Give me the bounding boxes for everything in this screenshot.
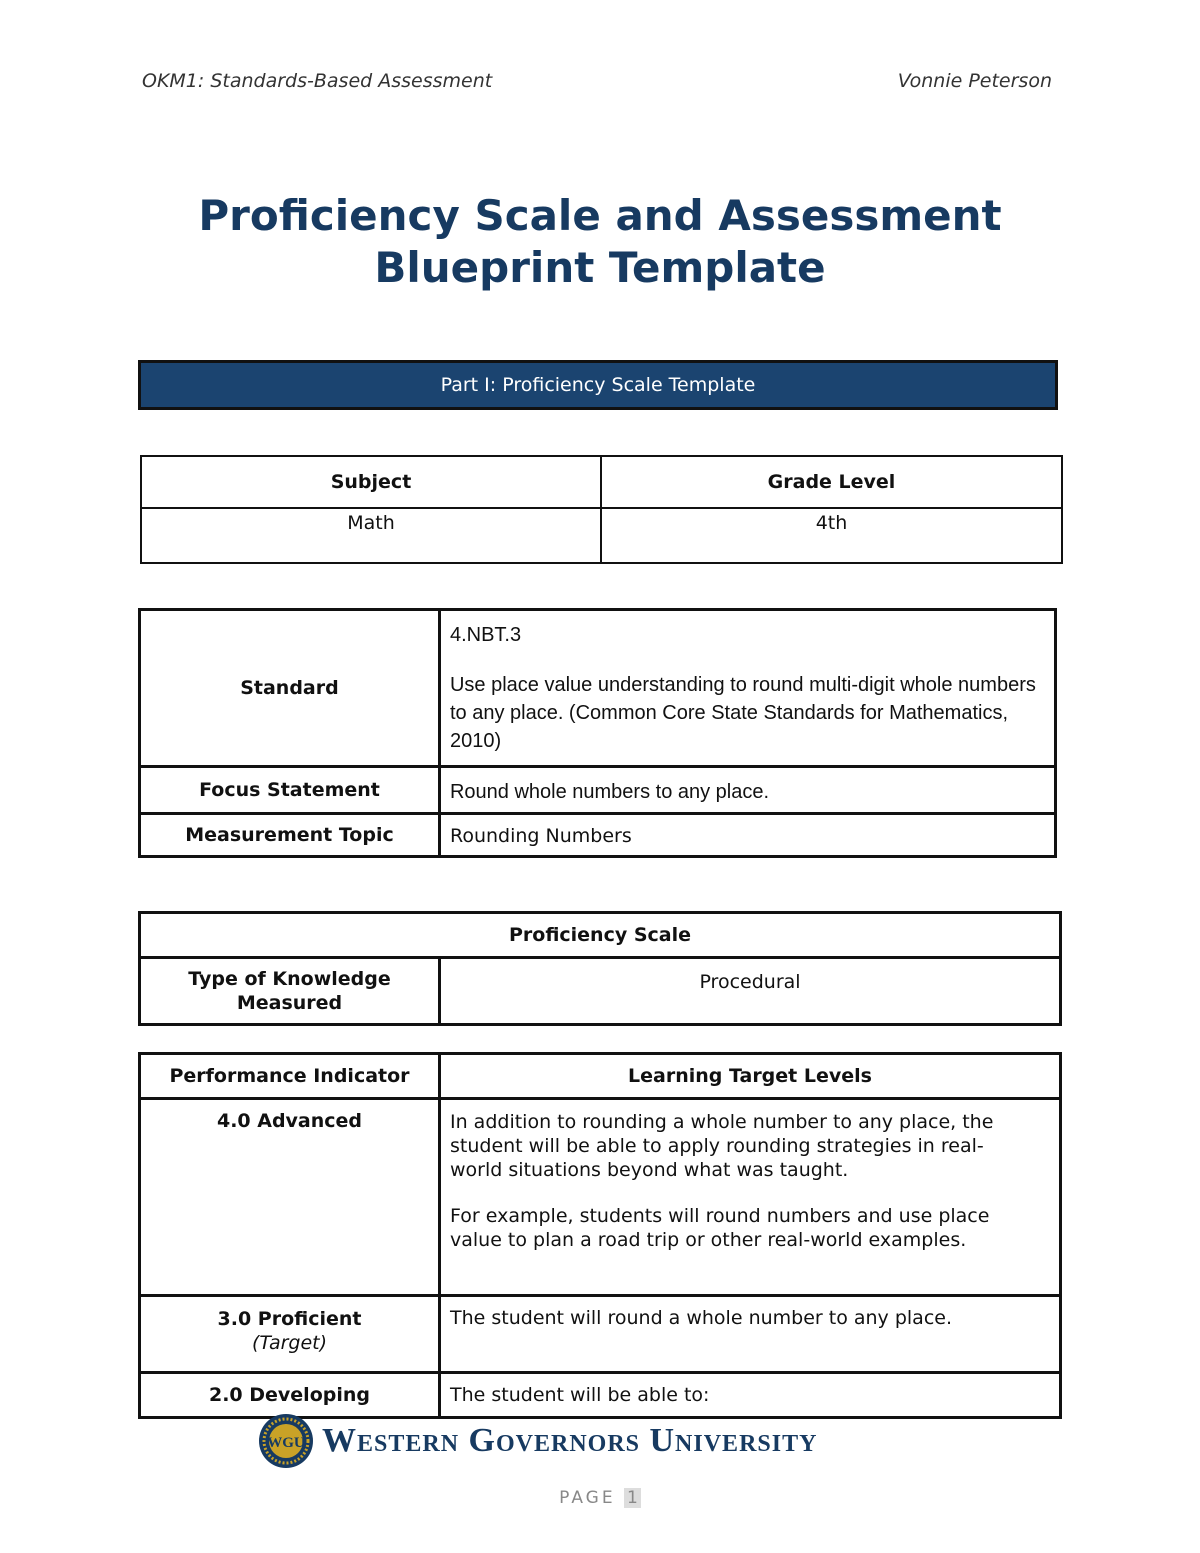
advanced-paragraph-2: For example, students will round numbers and use place value to plan a road trip or other real-world examples. bbox=[450, 1205, 990, 1251]
type-of-knowledge-value: Procedural bbox=[440, 958, 1061, 1025]
seal-lettering: WGU bbox=[267, 1435, 305, 1451]
advanced-label: 4.0 Advanced bbox=[140, 1099, 440, 1296]
title-line-1: Proficiency Scale and Assessment bbox=[198, 191, 1002, 240]
learning-target-levels-header: Learning Target Levels bbox=[440, 1054, 1061, 1099]
type-of-knowledge-label: Type of Knowledge Measured bbox=[140, 958, 440, 1025]
grade-level-header: Grade Level bbox=[601, 456, 1062, 508]
page-label: PAGE bbox=[559, 1488, 616, 1508]
measurement-topic-value: Rounding Numbers bbox=[439, 814, 1055, 857]
developing-label: 2.0 Developing bbox=[140, 1373, 440, 1418]
proficient-target-note: (Target) bbox=[251, 1332, 328, 1354]
standard-code: 4.NBT.3 bbox=[449, 624, 522, 646]
wgu-seal-icon bbox=[258, 1413, 314, 1469]
header-author: Vonnie Peterson bbox=[897, 70, 1052, 92]
page-title bbox=[0, 190, 1200, 294]
measurement-topic-label: Measurement Topic bbox=[140, 814, 440, 857]
part-1-banner: Part I: Proficiency Scale Template bbox=[138, 360, 1058, 410]
page-number-value: 1 bbox=[624, 1488, 641, 1508]
proficient-cell bbox=[140, 1296, 440, 1373]
header-course-title: OKM1: Standards-Based Assessment bbox=[142, 70, 493, 92]
standard-label: Standard bbox=[140, 610, 440, 767]
advanced-description bbox=[440, 1099, 1061, 1296]
developing-description: The student will be able to: bbox=[440, 1373, 1061, 1418]
title-line-2: Blueprint Template bbox=[374, 243, 826, 292]
advanced-paragraph-1: In addition to rounding a whole number to any place, the student will be able to apply rounding strategies in real-world situations beyond what was taught. bbox=[450, 1111, 994, 1181]
subject-value: Math bbox=[141, 508, 601, 563]
page-number bbox=[0, 1488, 1200, 1508]
wgu-logo bbox=[258, 1412, 918, 1470]
learning-targets-table bbox=[138, 1052, 1062, 1419]
focus-statement-label: Focus Statement bbox=[140, 767, 440, 814]
subject-header: Subject bbox=[141, 456, 601, 508]
standard-cell bbox=[439, 610, 1055, 767]
performance-indicator-header: Performance Indicator bbox=[140, 1054, 440, 1099]
standard-text: Use place value understanding to round multi-digit whole numbers to any place. (Common Core State Standards for Mathematics, 2010) bbox=[449, 674, 1036, 752]
proficiency-scale-title: Proficiency Scale bbox=[140, 913, 1061, 958]
standard-table bbox=[138, 608, 1057, 858]
university-name: Western Governors University bbox=[322, 1422, 818, 1459]
grade-level-value: 4th bbox=[601, 508, 1062, 563]
proficient-description: The student will round a whole number to any place. bbox=[440, 1296, 1061, 1373]
proficiency-scale-table bbox=[138, 911, 1062, 1026]
subject-grade-table bbox=[140, 455, 1063, 564]
focus-statement-value: Round whole numbers to any place. bbox=[439, 767, 1055, 814]
proficient-label: 3.0 Proficient bbox=[217, 1308, 362, 1330]
